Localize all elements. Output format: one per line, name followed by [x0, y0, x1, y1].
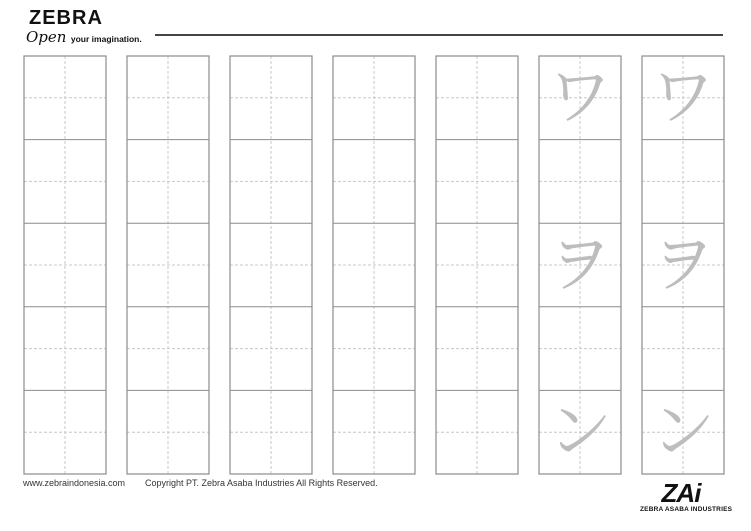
guide-character: ワ — [548, 60, 612, 135]
guide-character: ヲ — [651, 228, 715, 302]
guide-character: ヲ — [548, 228, 612, 302]
tagline-open: Open — [26, 28, 67, 46]
guide-character: ワ — [651, 60, 715, 135]
brand-name: ZEBRA — [29, 7, 103, 29]
guide-character: ン — [548, 395, 612, 470]
zebra-asaba-logo — [640, 478, 733, 513]
website-url: www.zebraindonesia.com — [23, 478, 126, 488]
zai-logo-mark: ZAi — [661, 478, 701, 508]
copyright-text: Copyright PT. Zebra Asaba Industries All Rights Reserved. — [145, 478, 378, 488]
zai-logo-text: ZEBRA ASABA INDUSTRIES — [640, 506, 733, 513]
tagline-rest: your imagination. — [70, 34, 142, 44]
guide-character: ン — [651, 395, 715, 470]
